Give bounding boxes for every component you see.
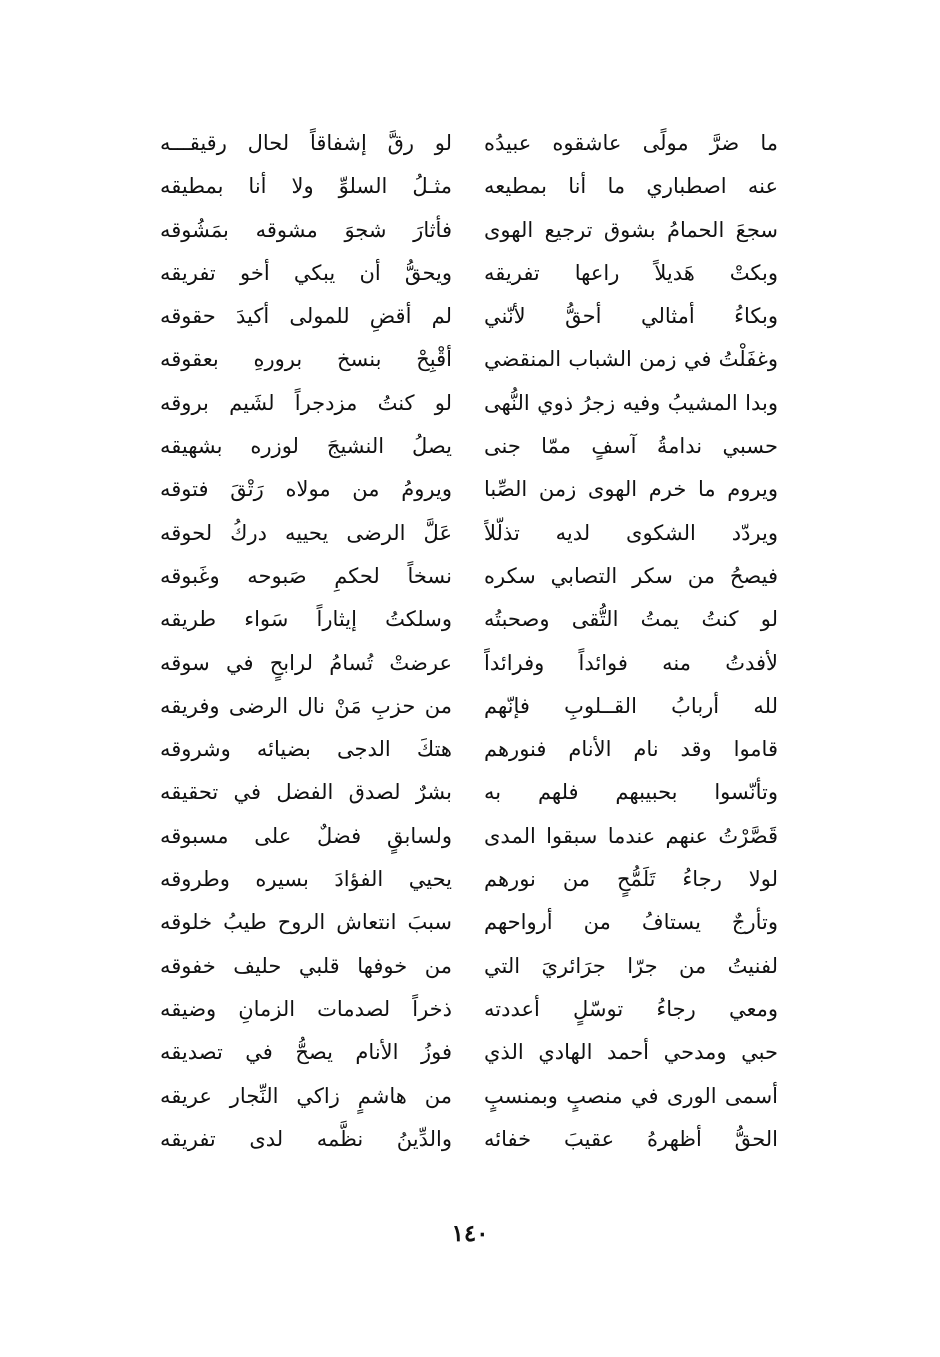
right-verse-line: لله أربابُ القــلوبِ فإنّهم	[484, 693, 778, 718]
left-verse-line: نسخاً لحكمِ صَبوحه وغَبوقه	[160, 563, 452, 588]
left-verse-line: بشرٌ لصدق الفضل في تحقيقه	[160, 780, 452, 805]
left-verse-line: سببَ انتعاش الروح طيبُ خلوقه	[160, 910, 452, 935]
right-verse-line: حبي ومدحي أحمد الهادي الذي	[484, 1040, 778, 1065]
right-verse-line: لأفدتُ منه فوائداً وفرائداً	[484, 650, 778, 675]
left-verse-line: عرضتْ تُسامُ لرابحٍ في سوقه	[160, 650, 452, 675]
right-verse-line: فيصحُ من سكر التصابي سكره	[484, 563, 778, 588]
right-verse-line: لو كنتُ يمتُ التُّقى وصحبتُه	[484, 607, 778, 632]
left-verse-line: من حزبِ مَنْ نال الرضى وفريقه	[160, 693, 452, 718]
right-verse-line: وغفَلْتُ في زمن الشباب المنقضي	[484, 347, 778, 372]
page-number: ١٤٠	[451, 1220, 489, 1247]
right-verse-line: وتأنّسوا بحبيبهم فلهم به	[484, 780, 778, 805]
right-verse-line: ويردّد الشكوى لديه تذلّلاً	[484, 520, 778, 545]
right-verse-line: وتأرجٌ يستافُ من أرواحهم	[484, 910, 778, 935]
right-verse-line: لفنيتُ من جرّا جرَائريَ التي	[484, 953, 778, 978]
left-verse-line: والدِّينُ نظَّمه لدى تفريقه	[160, 1126, 452, 1151]
left-verse-line: ويحقُّ أن يبكي أخو تفريقه	[160, 260, 452, 285]
left-verse-line: ولسابقٍ فضلٌ على مسبوقه	[160, 823, 452, 848]
left-verse-line: يصلُ النشيجَ لوزره بشهيقه	[160, 434, 452, 459]
left-verse-line: من هاشمٍ زاكي النِّجار عريقه	[160, 1083, 452, 1108]
left-verse-column	[160, 122, 452, 1161]
left-verse-line: يحيي الفؤادَ بسيره وطروقه	[160, 867, 452, 892]
right-verse-line: وبكاءُ أمثالي أحقُّ لأنّني	[484, 304, 778, 329]
right-verse-column	[484, 122, 778, 1161]
left-verse-line: ذخراً لصدمات الزمانِ وضيقه	[160, 996, 452, 1021]
right-verse-line: أسمى الورى في منصبٍ وبمنسبٍ	[484, 1083, 778, 1108]
left-verse-line: فوزُ الأنام يصحُّ في تصديقه	[160, 1040, 452, 1065]
left-verse-line: لو كنتُ مزدجراً لشَيم بروقه	[160, 390, 452, 415]
right-verse-line: وبكتْ هَديلاً راعها تفريقه	[484, 260, 778, 285]
right-verse-line: ويروم ما خرم الهوى زمن الصِّبا	[484, 477, 778, 502]
left-verse-line: وسلكتُ إيثاراً سَواء طريقه	[160, 607, 452, 632]
right-verse-line: ما ضرَّ مولًى عاشقوه عبيدُه	[484, 131, 778, 155]
left-verse-line: مثـلُ السلوِّ ولا أنا بمطيقه	[160, 174, 452, 199]
left-verse-line: ويرومُ من مولاه رَتْقَ فتوقه	[160, 477, 452, 502]
right-verse-line: الحقُّ أظهرهُ عقيبَ خفائه	[484, 1126, 778, 1151]
right-verse-line: عنه اصطباري ما أنا بمطيعه	[484, 174, 778, 199]
right-verse-line: قَصَّرْتُ عنهم عندما سبقوا المدى	[484, 823, 778, 848]
right-verse-line: حسبي ندامةُ آسفٍ ممّا جنى	[484, 434, 778, 459]
left-verse-line: لو رقَّ إشفاقاً لحال رقيقـــه	[160, 131, 452, 155]
right-verse-line: لولا رجاءُ تَلَمُّحٍ من نورهم	[484, 867, 778, 892]
left-verse-line: من خوفها قلبي حليف خفوقه	[160, 953, 452, 978]
left-verse-line: عَلَّ الرضى يحييه دركُ لحوقه	[160, 520, 452, 545]
left-verse-line: هتكَ الدجى بضيائه وشروقه	[160, 737, 452, 762]
right-verse-line: وبدا المشيبُ وفيه زجرُ ذوي النُّهى	[484, 390, 778, 415]
right-verse-line: قاموا وقد نام الأنام فنورهم	[484, 737, 778, 762]
left-verse-line: فأثارَ شجوَ مشوقه بمَشُوقه	[160, 217, 452, 242]
right-verse-line: ومعي رجاءُ توسّلٍ أعددته	[484, 996, 778, 1021]
right-verse-line: سجعَ الحمامُ بشوق ترجيع الهوى	[484, 217, 778, 242]
left-verse-line: لم أقضِ للمولى أكيدَ حقوقه	[160, 304, 452, 329]
left-verse-line: أقْبِحْ بنسخ برورهِ بعقوقه	[160, 347, 452, 372]
